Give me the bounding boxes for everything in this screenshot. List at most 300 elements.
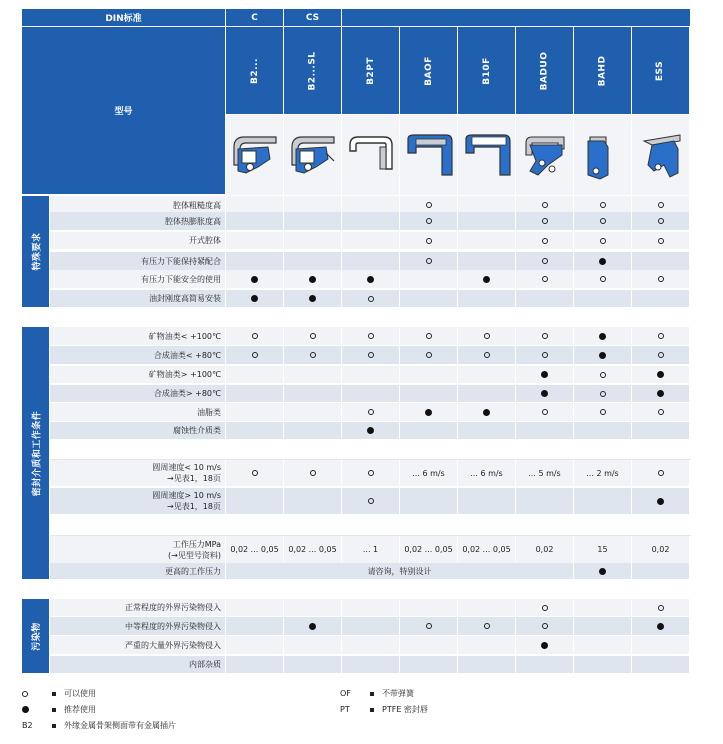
table-cell (284, 403, 342, 422)
cell-value: 0,02 ... 0,05 (404, 545, 453, 554)
table-cell (458, 422, 516, 440)
table-cell (632, 290, 690, 308)
row-label (50, 403, 226, 422)
suitable-symbol (252, 470, 258, 476)
group-c-label: C (251, 12, 258, 23)
table-cell (400, 212, 458, 231)
suitable-symbol (368, 333, 374, 339)
table-cell (400, 460, 458, 487)
suitable-symbol (542, 333, 548, 339)
legend-key: OF (340, 689, 351, 698)
suitable-symbol (600, 218, 606, 224)
recommended-symbol (599, 333, 606, 340)
row-label (50, 290, 226, 308)
row-label-text: 有压力下能安全的使用 (141, 274, 221, 284)
table-cell (458, 617, 516, 636)
cell-value: 0,02 ... 0,05 (462, 545, 511, 554)
suitable-symbol (658, 333, 664, 339)
table-cell (342, 327, 400, 346)
table-cell (574, 563, 632, 580)
table-cell (458, 366, 516, 384)
row-label (50, 488, 226, 515)
suitable-symbol (658, 409, 664, 415)
column-header (400, 27, 458, 115)
cell-value: ... 2 m/s (586, 468, 619, 478)
suitable-symbol (658, 202, 664, 208)
table-cell (516, 346, 574, 365)
suitable-symbol (542, 276, 548, 282)
column-header (574, 27, 632, 115)
table-cell (284, 327, 342, 346)
din-label: DIN标准 (105, 14, 142, 24)
bullet-icon (52, 692, 56, 696)
suitable-symbol (542, 258, 548, 264)
table-cell (226, 599, 284, 617)
table-cell (400, 599, 458, 617)
table-cell (574, 327, 632, 346)
table-cell (226, 617, 284, 636)
table-cell (516, 366, 574, 384)
table-cell (516, 536, 574, 564)
suitable-symbol (368, 409, 374, 415)
column-code: B2...SL (307, 50, 318, 91)
suitable-symbol (658, 605, 664, 611)
table-cell (458, 488, 516, 515)
table-cell (632, 656, 690, 674)
table-cell (632, 488, 690, 515)
spanning-note-text: 请咨询，特别设计 (367, 566, 432, 576)
table-cell (342, 617, 400, 636)
table-cell (226, 346, 284, 365)
group-header-c (226, 9, 284, 27)
table-cell (284, 346, 342, 365)
table-cell (632, 252, 690, 271)
suitable-symbol (658, 352, 664, 358)
row-label (50, 617, 226, 636)
recommended-symbol (657, 371, 664, 378)
row-label (50, 346, 226, 365)
table-cell (342, 252, 400, 271)
table-cell (574, 403, 632, 422)
seal-profile-image (458, 115, 516, 195)
bullet-icon (52, 724, 56, 728)
row-label (50, 656, 226, 674)
recommended-symbol (367, 427, 374, 434)
table-cell (458, 270, 516, 289)
table-cell (632, 232, 690, 250)
column-header (342, 27, 400, 115)
table-cell (284, 636, 342, 655)
table-cell (516, 290, 574, 308)
table-cell (574, 617, 632, 636)
table-cell (458, 403, 516, 422)
table-cell (342, 403, 400, 422)
row-label (50, 599, 226, 617)
cell-value: 0,02 ... 0,05 (230, 545, 279, 554)
suitable-symbol (368, 498, 374, 504)
table-cell (516, 599, 574, 617)
table-cell (226, 327, 284, 346)
cell-value: ... 6 m/s (470, 468, 503, 478)
table-cell (458, 290, 516, 308)
row-label (50, 563, 226, 580)
table-cell (400, 488, 458, 515)
recommended-symbol (309, 276, 316, 283)
suitable-symbol (484, 623, 490, 629)
suitable-symbol (484, 333, 490, 339)
seal-profile-image (400, 115, 458, 195)
group-cs-label: CS (305, 12, 320, 23)
suitable-symbol (542, 352, 548, 358)
suitable-symbol (368, 352, 374, 358)
table-cell (226, 270, 284, 289)
table-cell (458, 636, 516, 655)
cell-value: 0,02 (651, 545, 670, 554)
table-cell (342, 232, 400, 250)
table-cell (226, 252, 284, 271)
recommended-symbol (657, 498, 664, 505)
column-code: B2... (249, 57, 260, 84)
seal-profile-image (284, 115, 342, 195)
table-cell (400, 422, 458, 440)
suitable-symbol (426, 352, 432, 358)
row-label (50, 252, 226, 271)
column-header (284, 27, 342, 115)
row-label-text: 矿物油类> +100℃ (148, 370, 221, 379)
row-label (50, 385, 226, 403)
bullet-icon (370, 708, 374, 712)
table-cell (574, 422, 632, 440)
table-cell (342, 366, 400, 384)
suitable-symbol (426, 333, 432, 339)
table-cell (632, 327, 690, 346)
column-code: B2PT (365, 56, 376, 85)
seal-profile-image (632, 115, 690, 195)
suitable-symbol (600, 238, 606, 244)
table-cell (574, 460, 632, 487)
table-cell (226, 422, 284, 440)
suitable-symbol (600, 276, 606, 282)
row-label-text: 正常程度的外界污染物侵入 (125, 603, 221, 612)
table-cell (284, 422, 342, 440)
row-label-text: 严重的大量外界污染物侵入 (125, 640, 221, 650)
table-cell (632, 366, 690, 384)
table-cell (516, 656, 574, 674)
column-code: BADUO (539, 51, 550, 90)
table-cell (516, 327, 574, 346)
row-label-text: 油封刚度高简易安装 (149, 294, 221, 303)
table-cell (342, 656, 400, 674)
table-cell (574, 636, 632, 655)
legend-item (340, 704, 428, 715)
suitable-symbol (542, 623, 548, 629)
recommended-symbol (541, 390, 548, 397)
table-cell (400, 636, 458, 655)
table-cell (226, 488, 284, 515)
suitable-symbol (658, 470, 664, 476)
suitable-symbol (368, 296, 374, 302)
table-cell (574, 385, 632, 403)
seal-profile-image (342, 115, 400, 195)
group-header-blank (342, 9, 691, 27)
table-cell (284, 599, 342, 617)
seal-profile-image (226, 115, 284, 195)
row-label-text: 圆周速度< 10 m/s (152, 463, 221, 472)
suitable-symbol (310, 352, 316, 358)
table-cell (574, 290, 632, 308)
table-cell (574, 656, 632, 674)
suitable-symbol (600, 372, 606, 378)
table-cell (342, 536, 400, 564)
cell-value: ... 5 m/s (528, 468, 561, 478)
model-label: 型号 (114, 107, 133, 117)
suitable-symbol (600, 202, 606, 208)
column-code: ESS (655, 60, 666, 81)
table-cell (632, 270, 690, 289)
suitable-symbol (484, 352, 490, 358)
spacer-row (50, 515, 691, 536)
table-cell (458, 232, 516, 250)
column-code: BAOF (423, 55, 434, 86)
table-cell (226, 656, 284, 674)
cell-value: 15 (597, 545, 608, 554)
cell-value: ... 6 m/s (412, 468, 445, 478)
table-cell (284, 366, 342, 384)
table-cell (516, 385, 574, 403)
table-cell (342, 422, 400, 440)
table-cell (342, 460, 400, 487)
section-title: 密封介质和工作条件 (32, 410, 43, 496)
suitable-symbol (426, 258, 432, 264)
recommended-symbol (367, 276, 374, 283)
section-header (22, 196, 50, 308)
suitable-symbol (426, 218, 432, 224)
table-cell (342, 488, 400, 515)
recommended-symbol (541, 642, 548, 649)
suitable-symbol (252, 352, 258, 358)
group-header-cs (284, 9, 342, 27)
legend-item (340, 688, 414, 699)
section-title: 污染物 (32, 621, 43, 651)
table-cell (400, 656, 458, 674)
table-cell (632, 422, 690, 440)
legend-text: 外缘金属骨架侧面带有金属插片 (64, 721, 176, 730)
seal-profile-image (574, 115, 632, 195)
suitable-symbol (658, 218, 664, 224)
table-cell (342, 599, 400, 617)
column-header (516, 27, 574, 115)
table-cell (226, 636, 284, 655)
row-label-text: 工作压力MPa (172, 539, 221, 549)
table-cell (458, 656, 516, 674)
table-cell (458, 252, 516, 271)
table-cell (632, 563, 690, 580)
table-cell (342, 212, 400, 231)
recommended-symbol (483, 409, 490, 416)
column-header (458, 27, 516, 115)
table-cell (342, 346, 400, 365)
suitable-symbol (310, 333, 316, 339)
din-header (22, 9, 226, 27)
column-header (226, 27, 284, 115)
row-label (50, 270, 226, 289)
table-cell (226, 385, 284, 403)
table-cell (632, 346, 690, 365)
table-cell (400, 617, 458, 636)
section-header (22, 599, 50, 674)
table-cell (516, 617, 574, 636)
row-label-subtext: →见表1，18页 (167, 474, 221, 483)
column-code: B10F (481, 56, 492, 85)
suitable-symbol (542, 409, 548, 415)
table-cell (284, 617, 342, 636)
suitable-symbol (426, 623, 432, 629)
legend-item (22, 688, 96, 699)
recommended-symbol (657, 390, 664, 397)
suitable-symbol (658, 238, 664, 244)
table-cell (574, 366, 632, 384)
row-label-text: 腔体热膨胀度高 (165, 216, 221, 226)
table-cell (632, 536, 690, 564)
table-cell (284, 488, 342, 515)
table-cell (516, 422, 574, 440)
row-label (50, 460, 226, 487)
table-cell (400, 385, 458, 403)
table-cell (574, 270, 632, 289)
suitable-symbol (600, 409, 606, 415)
row-label-subtext: →见表1，18页 (167, 502, 221, 511)
recommended-symbol (657, 623, 664, 630)
suitable-symbol (22, 691, 28, 697)
table-cell (632, 617, 690, 636)
row-label-text: 合成油类< +80℃ (153, 350, 221, 360)
recommended-symbol (599, 258, 606, 265)
recommended-symbol (309, 623, 316, 630)
recommended-symbol (599, 568, 606, 575)
recommended-symbol (483, 276, 490, 283)
spanning-note (226, 563, 574, 580)
suitable-symbol (310, 470, 316, 476)
legend-text: 可以使用 (64, 689, 96, 698)
table-cell (574, 599, 632, 617)
legend-text: PTFE 密封唇 (382, 705, 428, 714)
table-cell (400, 403, 458, 422)
table-cell (574, 212, 632, 231)
section-header (22, 327, 50, 580)
section-title: 特殊要求 (32, 232, 43, 271)
suitable-symbol (252, 333, 258, 339)
table-cell (226, 536, 284, 564)
legend-item (22, 704, 96, 715)
table-cell (400, 536, 458, 564)
row-label (50, 366, 226, 384)
cell-value: 0,02 (535, 545, 554, 554)
table-cell (458, 599, 516, 617)
table-cell (516, 488, 574, 515)
suitable-symbol (542, 605, 548, 611)
recommended-symbol (425, 409, 432, 416)
cell-value: 0,02 ... 0,05 (288, 545, 337, 554)
table-cell (516, 636, 574, 655)
row-label-text: 有压力下能保持紧配合 (141, 256, 221, 266)
table-cell (632, 212, 690, 231)
row-label-text: 矿物油类< +100℃ (148, 331, 221, 341)
table-cell (574, 232, 632, 250)
table-cell (632, 636, 690, 655)
table-cell (400, 346, 458, 365)
suitable-symbol (542, 238, 548, 244)
table-cell (458, 460, 516, 487)
table-cell (516, 270, 574, 289)
table-cell (284, 290, 342, 308)
table-cell (342, 385, 400, 403)
table-cell (458, 346, 516, 365)
legend-key: B2 (22, 721, 33, 730)
table-cell (226, 366, 284, 384)
table-cell (284, 656, 342, 674)
suitable-symbol (542, 202, 548, 208)
table-cell (400, 270, 458, 289)
row-label-text: 油脂类 (197, 407, 221, 417)
table-cell (516, 252, 574, 271)
table-cell (284, 385, 342, 403)
table-cell (226, 403, 284, 422)
recommended-symbol (251, 276, 258, 283)
model-header (22, 27, 226, 195)
legend-text: 推荐使用 (64, 705, 96, 714)
table-cell (632, 403, 690, 422)
column-code: BAHD (597, 55, 608, 86)
row-label (50, 232, 226, 250)
table-cell (458, 327, 516, 346)
row-label (50, 422, 226, 440)
table-cell (632, 385, 690, 403)
legend-key: PT (340, 705, 350, 714)
suitable-symbol (368, 470, 374, 476)
suitable-symbol (426, 202, 432, 208)
row-label (50, 327, 226, 346)
table-cell (516, 460, 574, 487)
cell-value: ... 1 (362, 545, 379, 554)
row-label-subtext: (→见型号资料) (168, 550, 221, 560)
table-cell (284, 460, 342, 487)
recommended-symbol (309, 295, 316, 302)
row-label-text: 腐蚀性介质类 (173, 426, 221, 435)
table-cell (574, 488, 632, 515)
row-label-text: 合成油类> +80℃ (153, 389, 221, 398)
table-cell (400, 252, 458, 271)
table-cell (284, 212, 342, 231)
table-cell (284, 270, 342, 289)
table-cell (516, 232, 574, 250)
legend-item (22, 720, 176, 731)
table-cell (284, 252, 342, 271)
recommended-symbol (599, 352, 606, 359)
table-cell (458, 385, 516, 403)
row-label (50, 212, 226, 231)
suitable-symbol (542, 218, 548, 224)
suitable-symbol (426, 238, 432, 244)
bullet-icon (370, 692, 374, 696)
table-cell (342, 270, 400, 289)
recommended-symbol (22, 706, 29, 713)
table-cell (574, 346, 632, 365)
legend-text: 不带弹簧 (382, 689, 414, 698)
table-cell (284, 232, 342, 250)
table-cell (400, 327, 458, 346)
spacer-row (50, 441, 691, 460)
recommended-symbol (541, 371, 548, 378)
